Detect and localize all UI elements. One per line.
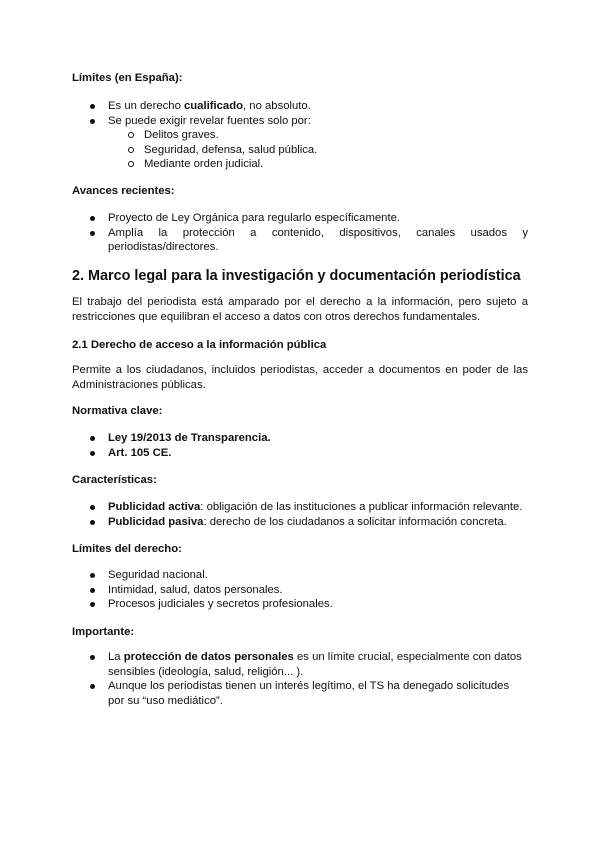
subsection-intro: Permite a los ciudadanos, incluidos periodistas, acceder a documentos en poder de las Administraciones públicas. — [72, 364, 528, 391]
circle-bullet-icon — [128, 132, 134, 138]
bullet-icon — [90, 602, 95, 607]
normativa-list — [72, 431, 528, 460]
bullet-icon — [90, 505, 95, 510]
caracteristicas-list — [72, 500, 528, 529]
avances-heading: Avances recientes: — [72, 185, 175, 197]
bullet-icon — [90, 231, 95, 236]
list-item: Es un derecho cualificado, no absoluto. — [72, 99, 528, 114]
bullet-icon — [90, 655, 95, 660]
circle-bullet-icon — [128, 147, 134, 153]
normativa-heading: Normativa clave: — [72, 405, 163, 417]
bullet-icon — [90, 520, 95, 525]
list-item: La protección de datos personales es un límite crucial, especialmente con datos sensibles (ideología, salud, religión... ). — [72, 650, 528, 679]
list-item: Art. 105 CE. — [72, 446, 528, 461]
list-item: Amplía la protección a contenido, dispositivos, canales usados y periodistas/directores. — [72, 226, 528, 255]
caracteristicas-heading: Características: — [72, 474, 157, 486]
limites-heading: Límites (en España): — [72, 72, 183, 84]
importante-heading: Importante: — [72, 626, 135, 638]
bullet-icon — [90, 436, 95, 441]
list-item: Aunque los periodistas tienen un interés legítimo, el TS ha denegado solicitudes por su “uso mediático”. — [72, 679, 528, 708]
section-intro: El trabajo del periodista está amparado por el derecho a la información, pero sujeto a restricciones que equilibran el acceso a datos con otros derechos fundamentales. — [72, 296, 528, 323]
limites-derecho-heading: Límites del derecho: — [72, 543, 182, 555]
bullet-icon — [90, 451, 95, 456]
list-item: Seguridad nacional. — [72, 568, 528, 583]
limites-list — [72, 99, 528, 172]
list-item: Se puede exigir revelar fuentes solo por: — [72, 114, 528, 129]
list-item: Procesos judiciales y secretos profesionales. — [72, 597, 528, 612]
avances-list — [72, 211, 528, 255]
limites-derecho-list — [72, 568, 528, 612]
bullet-icon — [90, 573, 95, 578]
list-item: Intimidad, salud, datos personales. — [72, 583, 528, 598]
list-item: Publicidad pasiva: derecho de los ciudadanos a solicitar información concreta. — [72, 515, 528, 530]
list-item: Publicidad activa: obligación de las instituciones a publicar información relevante. — [72, 500, 528, 515]
sub-list-item: Delitos graves. — [72, 128, 528, 143]
section-title: 2. Marco legal para la investigación y documentación periodística — [72, 268, 521, 284]
bullet-icon — [90, 104, 95, 109]
sub-list-item: Seguridad, defensa, salud pública. — [72, 143, 528, 158]
bullet-icon — [90, 684, 95, 689]
bullet-icon — [90, 216, 95, 221]
sub-list-item: Mediante orden judicial. — [72, 157, 528, 172]
list-item: Proyecto de Ley Orgánica para regularlo específicamente. — [72, 211, 528, 226]
bullet-icon — [90, 119, 95, 124]
bullet-icon — [90, 588, 95, 593]
list-item: Ley 19/2013 de Transparencia. — [72, 431, 528, 446]
circle-bullet-icon — [128, 161, 134, 167]
importante-list — [72, 650, 528, 708]
subsection-title: 2.1 Derecho de acceso a la información pública — [72, 339, 327, 351]
